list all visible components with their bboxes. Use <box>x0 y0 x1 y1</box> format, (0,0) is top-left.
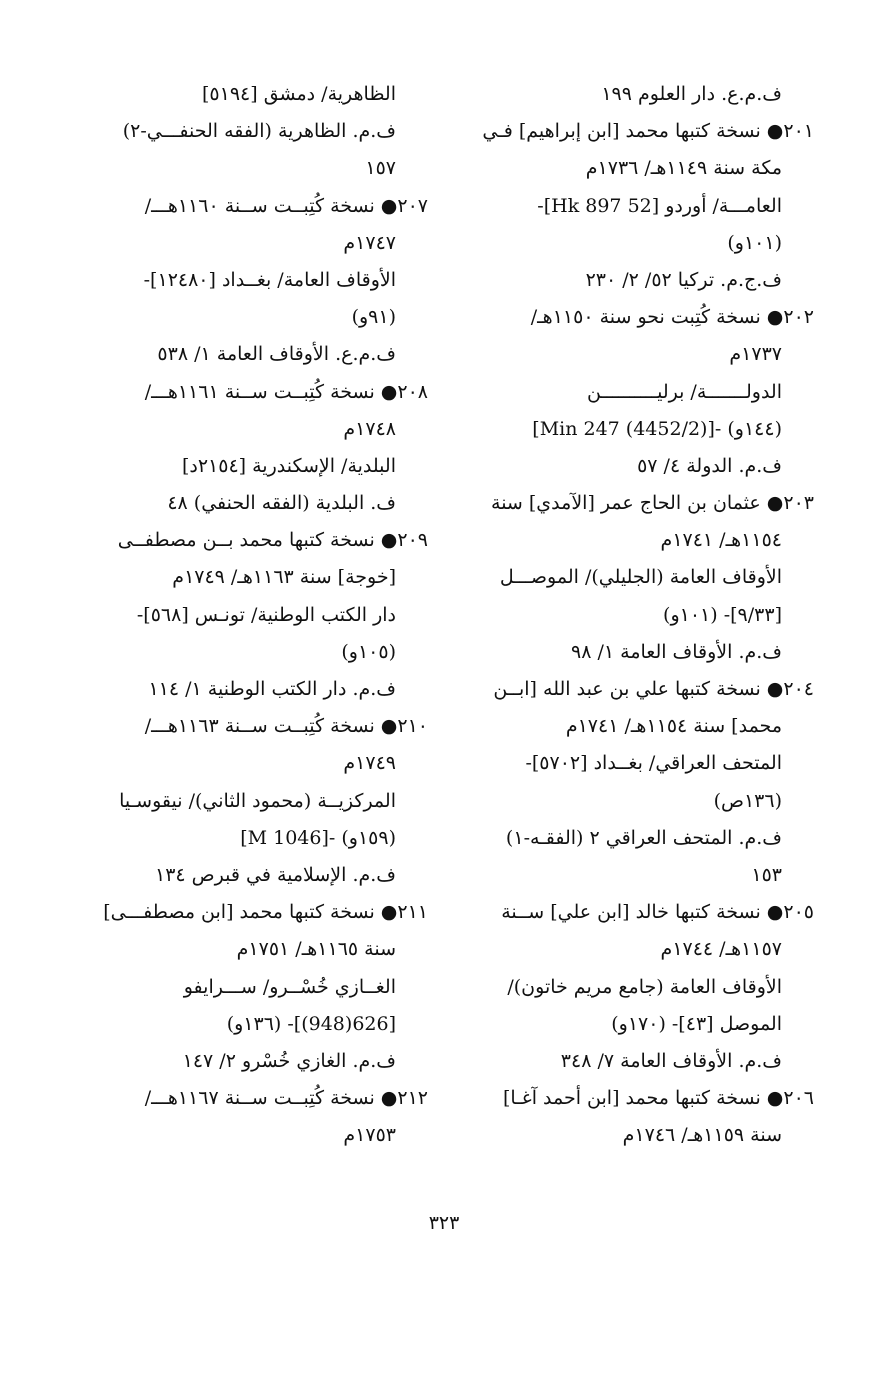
entry-heading-line: ٢١١● نسخة كتبها محمد [ابن مصطفـــى] <box>103 901 428 924</box>
reference-line: ف.م. الأوقاف العامة ٧/ ٣٤٨ <box>560 1049 782 1072</box>
text-line: المتحف العراقي/ بغــداد [٥٧٠٢]- <box>525 752 782 775</box>
entry-heading-line: ٢١٠● نسخة كُتِبــت ســنة ١١٦٣هـــ/ <box>144 715 428 738</box>
text-line: ١٧٤٧م <box>343 231 396 254</box>
text-line: ١٧٣٧م <box>729 343 782 366</box>
text-line: [M 1046]- (١٥٩و) <box>240 826 396 849</box>
text-line: ١٧٤٩م <box>343 752 396 775</box>
right-column <box>458 76 814 1154</box>
entry-heading-line: ٢٠١● نسخة كتبها محمد [ابن إبراهيم] فـي <box>482 120 814 143</box>
reference-line: ف.م. الظاهرية (الفقه الحنفـــي-٢) <box>122 120 396 143</box>
text-line: [626(948)]- (١٣٦و) <box>226 1012 396 1035</box>
text-line: ١٧٤٨م <box>343 417 396 440</box>
reference-line: ف.م. الإسلامية في قبرص ١٣٤ <box>155 863 396 886</box>
entry-heading-line: ٢٠٧● نسخة كُتِبــت ســنة ١١٦٠هـــ/ <box>144 194 428 217</box>
text-line: ١٧٥٣م <box>343 1124 396 1147</box>
text-line: [Min 247 (4452/2)]- (١٤٤و) <box>532 417 782 440</box>
reference-line: ف.م. الدولة ٤/ ٥٧ <box>637 454 782 477</box>
entry-heading-line: ٢٠٣● عثمان بن الحاج عمر [الآمدي] سنة <box>491 492 814 515</box>
text-line: (١٠١و) <box>727 231 782 254</box>
text-line: الأوقاف العامة (الجليلي)/ الموصـــل <box>499 566 782 589</box>
text-line: البلدية/ الإسكندرية [٢١٥٤د] <box>181 454 396 477</box>
text-line: الموصل [٤٣]- (١٧٠و) <box>611 1012 782 1035</box>
page-number: ٣٢٣ <box>428 1212 460 1234</box>
text-line: الأوقاف العامة (جامع مريم خاتون)/ <box>507 975 782 998</box>
text-line: سنة ١١٥٩هـ/ ١٧٤٦م <box>622 1124 782 1147</box>
entry-heading-line: ٢٠٦● نسخة كتبها محمد [ابن أحمد آغـا] <box>503 1087 814 1110</box>
reference-line: ف.م.ع. الأوقاف العامة ١/ ٥٣٨ <box>157 343 396 366</box>
text-line: مكة سنة ١١٤٩هـ/ ١٧٣٦م <box>585 157 782 180</box>
entry-heading-line: ٢٠٤● نسخة كتبها علي بن عبد الله [ابــن <box>493 678 814 700</box>
text-line: الأوقاف العامة/ بغــداد [١٢٤٨٠]- <box>143 268 396 291</box>
left-column <box>72 76 428 1154</box>
text-line: (١٣٦ص) <box>713 789 782 812</box>
text-line: (١٠٥و) <box>341 640 396 663</box>
text-line: [٩/٣٣]- (١٠١و) <box>663 603 782 626</box>
entry-heading-line: ٢٠٥● نسخة كتبها خالد [ابن علي] ســنة <box>501 901 814 924</box>
text-line: دار الكتب الوطنية/ تونـس [٥٦٨]- <box>136 603 396 626</box>
reference-line: ف.ج.م. تركيا ٥٢/ ٢/ ٢٣٠ <box>585 268 782 291</box>
text-line: (٩١و) <box>351 306 396 329</box>
entry-heading-line: ٢٠٩● نسخة كتبها محمد بــن مصطفــى <box>117 529 428 552</box>
text-line: ١٥٧ <box>365 157 396 180</box>
entry-heading-line: ٢٠٢● نسخة كُتِبت نحو سنة ١١٥٠هـ/ <box>530 306 814 329</box>
reference-line: ف.م. الغازي خُسْرو ٢/ ١٤٧ <box>182 1049 396 1072</box>
text-line: ١١٥٤هـ/ ١٧٤١م <box>660 529 782 552</box>
text-line: العامـــة/ أوردو [52 Hk 897]- <box>537 194 782 217</box>
text-line: ١١٥٧هـ/ ١٧٤٤م <box>660 938 782 961</box>
text-line: الظاهرية/ دمشق [٥١٩٤] <box>202 83 396 105</box>
entry-heading-line: ٢١٢● نسخة كُتِبــت ســنة ١١٦٧هـــ/ <box>144 1087 428 1110</box>
reference-line: ف.م. المتحف العراقي ٢ (الفقـه-١) <box>505 826 782 849</box>
reference-line: ف.م. دار الكتب الوطنية ١/ ١١٤ <box>148 678 396 700</box>
text-line: الدولـــــــة/ برليــــــــــن <box>586 380 782 403</box>
text-line: المركزيــة (محمود الثاني)/ نيقوسـيا <box>119 789 396 812</box>
text-line: [خوجة] سنة ١١٦٣هـ/ ١٧٤٩م <box>172 566 396 589</box>
text-line: محمد] سنة ١١٥٤هـ/ ١٧٤١م <box>565 715 782 738</box>
reference-line: ف.م. الأوقاف العامة ١/ ٩٨ <box>571 640 782 663</box>
text-line: الغــازي خُسْــرو/ ســـرايفو <box>183 975 396 998</box>
text-line: سنة ١١٦٥هـ/ ١٧٥١م <box>236 938 396 961</box>
text-line: ١٥٣ <box>751 863 782 886</box>
entry-heading-line: ٢٠٨● نسخة كُتِبــت ســنة ١١٦١هـــ/ <box>144 380 428 403</box>
reference-line: ف.م.ع. دار العلوم ١٩٩ <box>601 83 782 105</box>
reference-line: ف. البلدية (الفقه الحنفي) ٤٨ <box>167 492 396 515</box>
